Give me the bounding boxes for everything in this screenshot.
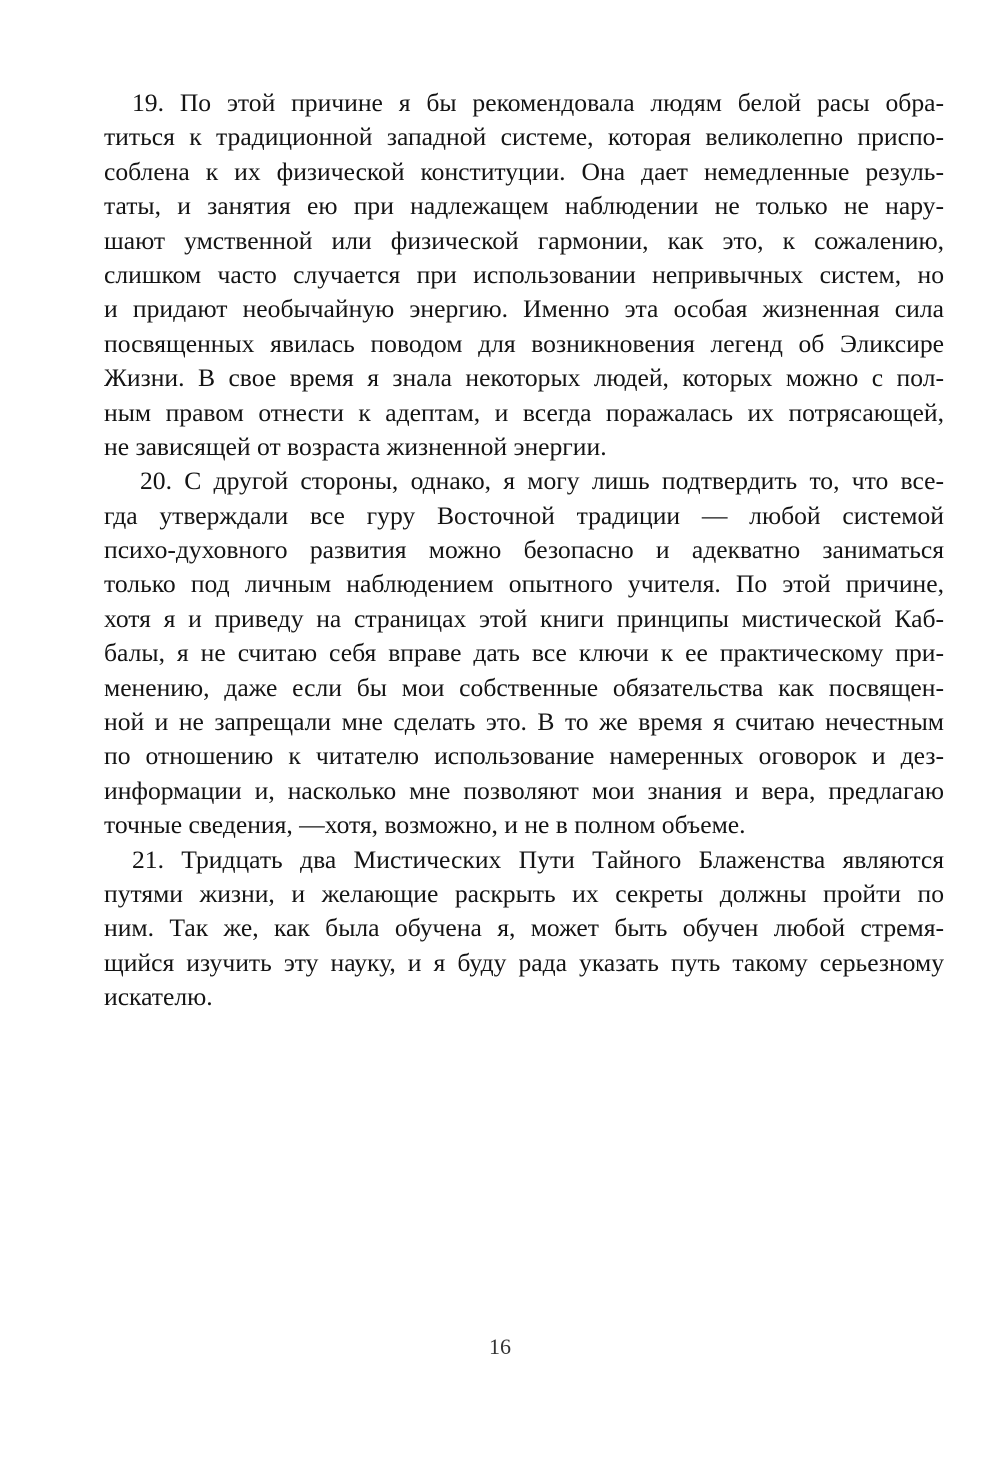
- text-line: посвященных явилась поводом для возникновения легенд об Эликсире: [104, 328, 944, 358]
- text-line: балы, я не считаю себя вправе дать все ключи к ее практическому при-: [104, 638, 944, 668]
- text-line: только под личным наблюдением опытного учителя. По этой причине,: [104, 569, 944, 599]
- text-line: ним. Так же, как была обучена я, может быть обучен любой стремя-: [104, 913, 944, 943]
- text-line: 19. По этой причине я бы рекомендовала людям белой расы обра-: [132, 88, 944, 117]
- text-line: и придают необычайную энергию. Именно эта особая жизненная сила: [104, 294, 944, 324]
- paragraph-20: [104, 464, 944, 842]
- body-text: [104, 86, 944, 1015]
- paragraph-19: [104, 86, 944, 464]
- text-line: Жизни. В свое время я знала некоторых людей, которых можно с пол-: [104, 363, 944, 393]
- text-line: по отношению к читателю использование намеренных оговорок и дез-: [104, 741, 944, 771]
- text-line: точные сведения, —хотя, возможно, и не в полном объеме.: [104, 810, 746, 840]
- text-line: щийся изучить эту науку, и я буду рада указать путь такому серьезному: [104, 947, 944, 977]
- text-line: не зависящей от возраста жизненной энергии.: [104, 431, 607, 461]
- text-line: 20. С другой стороны, однако, я могу лишь подтвердить то, что все-: [140, 466, 944, 496]
- text-line: 21. Тридцать два Мистических Пути Тайного Блаженства являются: [132, 844, 944, 874]
- text-line: гда утверждали все гуру Восточной традиции — любой системой: [104, 500, 944, 530]
- text-line: путями жизни, и желающие раскрыть их секреты должны пройти по: [104, 878, 944, 908]
- text-line: хотя я и приведу на страницах этой книги принципы мистической Каб-: [104, 603, 944, 633]
- paragraph-21: [104, 843, 944, 1015]
- text-line: менению, даже если бы мои собственные обязательства как посвящен-: [104, 672, 944, 702]
- text-line: ной и не запрещали мне сделать это. В то же время я считаю нечестным: [104, 707, 944, 737]
- text-line: слишком часто случается при использовании непривычных систем, но: [104, 259, 944, 289]
- text-line: таты, и занятия ею при надлежащем наблюдении не только не нару-: [104, 191, 944, 221]
- page-number: 16: [489, 1334, 511, 1359]
- text-line: психо-духовного развития можно безопасно и адекватно заниматься: [104, 535, 944, 565]
- text-line: информации и, насколько мне позволяют мои знания и вера, предлагаю: [104, 775, 944, 805]
- text-line: шают умственной или физической гармонии, как это, к сожалению,: [104, 225, 944, 255]
- text-line: соблена к их физической конституции. Она дает немедленные резуль-: [104, 156, 944, 186]
- text-line: титься к традиционной западной системе, которая великолепно приспо-: [104, 122, 944, 152]
- text-line: ным правом отнести к адептам, и всегда поражалась их потрясающей,: [104, 397, 944, 427]
- text-line: искателю.: [104, 982, 213, 1012]
